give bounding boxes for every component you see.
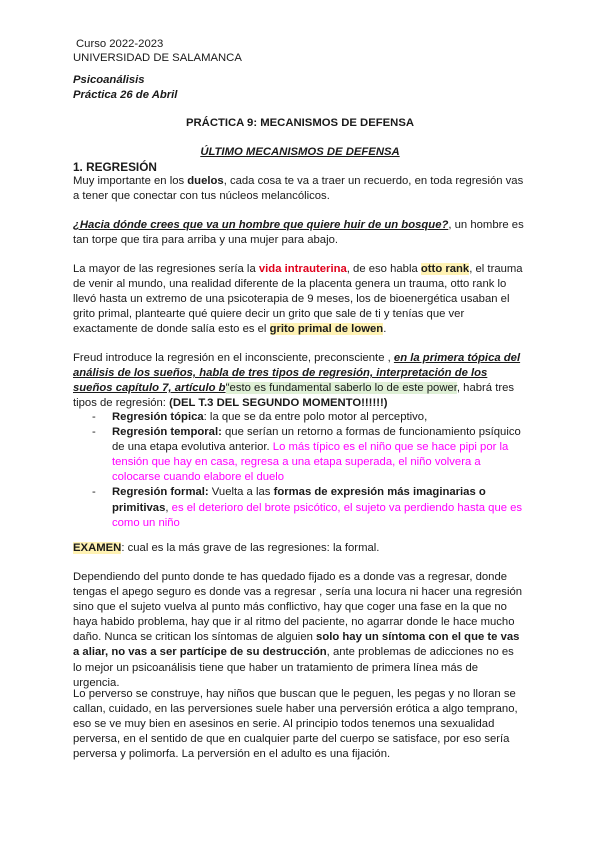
subject-name: Psicoanálisis — [73, 74, 145, 86]
freud-paragraph: Freud introduce la regresión en el inconsciente, preconsciente , en la primera tópica del análisis de los sueños, habla de tres tipos de regresión, interpretación de los sueños capítulo 7, artículo b"esto es fundamental saberlo lo de este power, habrá tres tipos de regresión: (DEL T.3 DEL SEGUNDO MOMENTO!!!!!!) — [73, 352, 521, 410]
section-heading: 1. REGRESIÓN — [73, 160, 157, 174]
page-title: PRÁCTICA 9: MECANISMOS DE DEFENSA — [185, 117, 415, 129]
question-paragraph: ¿Hacia dónde crees que va un hombre que quiere huir de un bosque?, un hombre es tan torpe que tira para arriba y una mujer para abajo. — [73, 219, 524, 247]
fixation-paragraph: Dependiendo del punto donde te has quedado fijado es a donde vas a regresar, donde tengas el apego seguro es donde vas a regresar , sería una locura ni hacer una regresión sino que el sujeto vuelva al punto más conflictivo, hay que coger una fase en la que no haya habido problema, hay que ir al ritmo del paciente, no agarrar donde le hace mucho daño. Nunca se critican los síntomas de alguien solo hay un síntoma con el que te vas a aliar, no vas a ser partícipe de su destrucción, ante problemas de adicciones no es lo mejor un psicoanálisis tiene que haber un tratamiento de primera línea más de urgencia. — [73, 571, 523, 689]
intro-paragraph: Muy importante en los duelos, cada cosa te va a traer un recuerdo, en toda regresión vas a tener que conectar con tus núcleos melancólicos. — [73, 175, 524, 203]
regression-types-list — [92, 410, 524, 531]
exam-note: EXAMEN: cual es la más grave de las regresiones: la formal. — [73, 542, 380, 554]
list-item: - Regresión tópica: la que se da entre polo motor al perceptivo, — [92, 410, 524, 425]
course-year: Curso 2022-2023 — [76, 38, 164, 50]
practice-date: Práctica 26 de Abril — [73, 89, 178, 101]
perversion-paragraph: Lo perverso se construye, hay niños que buscan que le peguen, les pegas y no lloran se callan, cuidado, en las perversiones suele haber una perversión erótica a algo temprano, eso se ve muy bien en asesinos en serie. Al principio todos tenemos una sexualidad perversa, en el sentido de que en cualquier parte del cuerpo se satisface, por eso sería perversa y polimorfa. La perversión en el adulto es una fijación. — [73, 688, 518, 761]
university-name: UNIVERSIDAD DE SALAMANCA — [73, 52, 242, 64]
page-subtitle: ÚLTIMO MECANISMOS DE DEFENSA — [200, 146, 400, 158]
list-item: - Regresión temporal: que serían un retorno a formas de funcionamiento psíquico de una etapa evolutiva anterior. Lo más típico es el niño que se hace pipi por la tensión que hay en casa, regresa a una etapa superada, el niño volvera a colocarse cuando elabore el duelo — [92, 425, 524, 485]
list-item: - Regresión formal: Vuelta a las formas de expresión más imaginarias o primitivas, es el deterioro del brote psicótico, el sujeto va perdiendo hasta que es como un niño — [92, 485, 524, 530]
regression-paragraph: La mayor de las regresiones sería la vida intrauterina, de eso habla otto rank, el trauma de venir al mundo, una realidad diferente de la placenta genera un trauma, otto rank lo llevó hasta un extremo de una psicoterapia de 9 meses, los de bioenergética usaban el grito primal, plantearte qué quiere decir un grito que sale de ti y tenías que ver exactamente de donde salía esto es el grito primal de lowen. — [73, 263, 523, 336]
